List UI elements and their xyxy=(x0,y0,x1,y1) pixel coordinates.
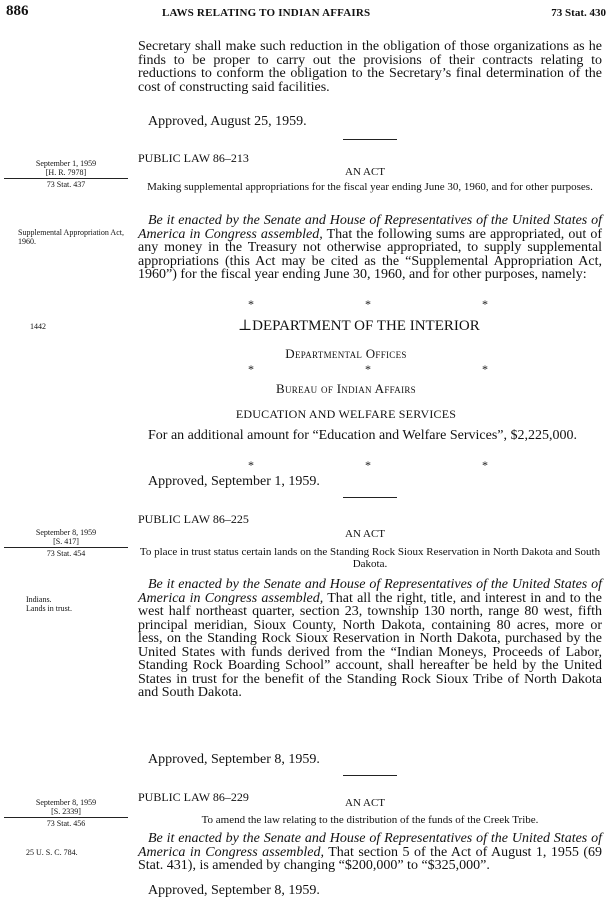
public-law-86-225-approved: Approved, September 8, 1959. xyxy=(148,752,320,767)
department-heading xyxy=(238,316,480,335)
section-divider xyxy=(343,139,397,140)
omission-stars xyxy=(248,362,488,377)
enacting-text: That all the right, title, and interest in and to the west half northeast quarter, section 23, township 130 north, range 80 west, fifth principal meridian, Sioux County, North Dakota, containing 80 acres, more or less, on the Standing Rock Sioux Reservation in North Dakota, purchased by the United States with funds derived from the “Indian Moneys, Proceeds of Labor, Standing Rock Boarding School” account, shall hereafter be held by the United States in trust for the benefit of the Standing Rock Sioux Tribe of North Dakota and South Dakota. xyxy=(138,590,602,700)
margin-stat: 73 Stat. 456 xyxy=(46,819,86,828)
public-law-86-213-purpose: Making supplemental appropriations for the fiscal year ending June 30, 1960, and for other purposes. xyxy=(147,181,593,193)
star: * xyxy=(482,458,488,472)
page-number: 886 xyxy=(6,3,29,19)
public-law-86-213-margin-citation xyxy=(4,159,128,189)
enacting-text: That the following sums are appropriated, out of any money in the Treasury not otherwise appropriated, to supply supplemental appropriations (this Act may be cited as the “Supplemental Appropriation Act, 1960”) for the fiscal year ending June 30, 1960, and for other purposes, namely: xyxy=(138,226,602,282)
public-law-86-225-purpose: To place in trust status certain lands on the Standing Rock Sioux Reservation in North Dakota and South Dakota. xyxy=(139,546,601,570)
margin-date: September 1, 1959 xyxy=(35,159,97,168)
continuation-paragraph: Secretary shall make such reduction in the obligation of those organizations as he finds to be proper to carry out the provisions of their contracts relating to reductions to conform the obligation to the Secretary’s final determination of the cost of constructing said facilities. xyxy=(138,39,602,95)
star: * xyxy=(365,362,371,376)
public-law-86-229-number: PUBLIC LAW 86–229 xyxy=(138,790,249,804)
margin-bill-number: [S. 417] xyxy=(4,537,128,548)
star: * xyxy=(248,297,254,311)
bureau-heading: Bureau of Indian Affairs xyxy=(276,381,416,396)
omission-stars xyxy=(248,458,488,473)
margin-stat: 73 Stat. 454 xyxy=(46,549,86,558)
section-divider xyxy=(343,775,397,776)
enacting-formula: Be it enacted by the Senate and House of Representatives of the United States of America in Congress assembled, xyxy=(138,577,602,606)
public-law-86-229-enacting-clause xyxy=(138,832,602,873)
public-law-86-229-margin-note: 25 U. S. C. 784. xyxy=(26,848,78,857)
star: * xyxy=(482,297,488,311)
public-law-86-225-an-act: AN ACT xyxy=(345,528,386,540)
public-law-86-229-margin-citation xyxy=(4,798,128,828)
page-break-marker: ⊥ xyxy=(238,318,253,334)
public-law-86-213-number: PUBLIC LAW 86–213 xyxy=(138,151,249,165)
header-stat-reference: 73 Stat. 430 xyxy=(551,7,606,19)
enacting-formula: Be it enacted by the Senate and House of Representatives of the United States of America in Congress assembled, xyxy=(138,213,602,242)
margin-date: September 8, 1959 xyxy=(35,528,97,537)
enacting-formula: Be it enacted by the Senate and House of Representatives of the United States of America in Congress assembled, xyxy=(138,831,602,860)
section-divider xyxy=(343,497,397,498)
services-heading: EDUCATION AND WELFARE SERVICES xyxy=(235,407,457,421)
star: * xyxy=(482,362,488,376)
public-law-86-225-margin-citation xyxy=(4,528,128,558)
omission-stars xyxy=(248,297,488,312)
public-law-86-229-approved: Approved, September 8, 1959. xyxy=(148,883,320,898)
public-law-86-225-margin-note-indians: Indians. xyxy=(26,595,52,604)
star: * xyxy=(248,362,254,376)
continuation-approved: Approved, August 25, 1959. xyxy=(148,114,307,129)
public-law-86-213-an-act: AN ACT xyxy=(345,166,386,178)
margin-stat: 73 Stat. 437 xyxy=(46,180,86,189)
public-law-86-213-approved: Approved, September 1, 1959. xyxy=(148,474,320,489)
department-heading-text: DEPARTMENT OF THE INTERIOR xyxy=(252,318,480,334)
star: * xyxy=(365,458,371,472)
public-law-86-225-number: PUBLIC LAW 86–225 xyxy=(138,512,249,526)
appropriation-paragraph: For an additional amount for “Education and Welfare Services”, $2,225,000. xyxy=(148,428,577,443)
public-law-86-213-margin-note: Supplemental Appropriation Act, 1960. xyxy=(18,228,124,246)
public-law-86-213-enacting-clause xyxy=(138,214,602,282)
margin-page-reference: 1442 xyxy=(30,322,46,331)
offices-heading: Departmental Offices xyxy=(285,346,407,361)
star: * xyxy=(365,297,371,311)
margin-date: September 8, 1959 xyxy=(35,798,97,807)
public-law-86-225-enacting-clause xyxy=(138,578,602,700)
public-law-86-225-margin-note-lands: Lands in trust. xyxy=(26,604,72,613)
public-law-86-229-an-act: AN ACT xyxy=(345,797,386,809)
margin-bill-number: [S. 2339] xyxy=(4,807,128,818)
running-title: LAWS RELATING TO INDIAN AFFAIRS xyxy=(162,7,371,19)
public-law-86-229-purpose: To amend the law relating to the distribution of the funds of the Creek Tribe. xyxy=(201,814,539,826)
star: * xyxy=(248,458,254,472)
margin-bill-number: [H. R. 7978] xyxy=(4,168,128,179)
enacting-text: That section 5 of the Act of August 1, 1955 (69 Stat. 431), is amended by changing “$200,000” to “$325,000”. xyxy=(138,844,603,873)
